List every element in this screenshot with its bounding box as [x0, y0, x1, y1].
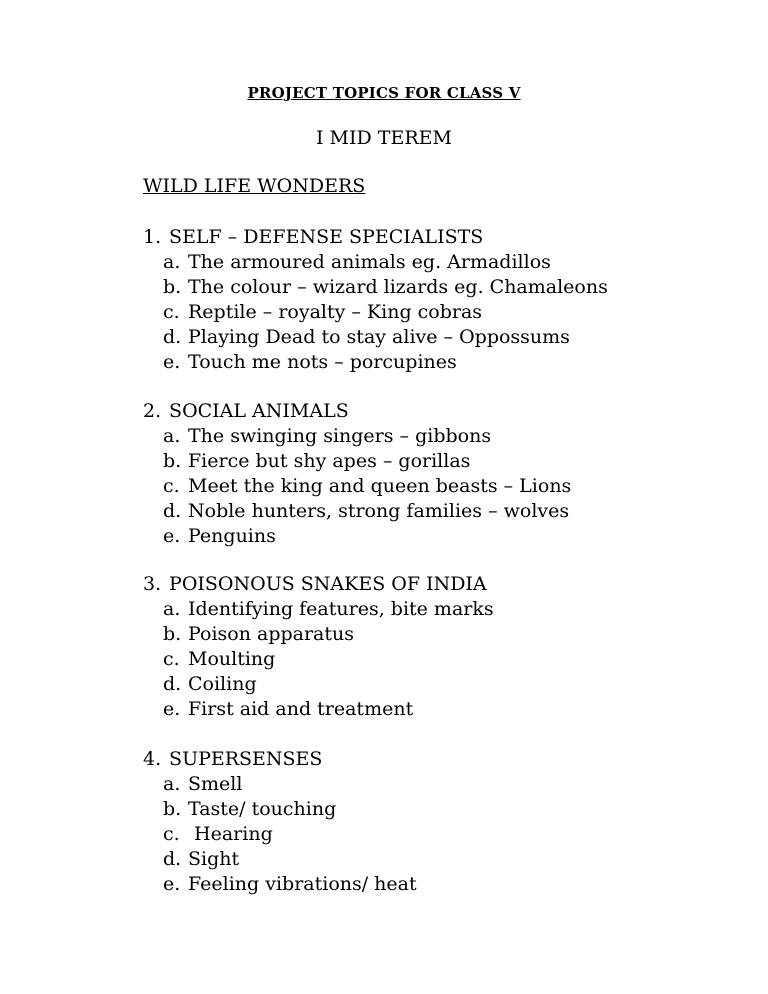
item-letter: d. [163, 500, 182, 522]
list-item [143, 449, 571, 474]
list-item [143, 499, 571, 524]
list-item [143, 275, 608, 300]
topic-number: 2. [143, 400, 162, 422]
topic-title [143, 225, 608, 250]
item-text: Taste/ touching [188, 798, 337, 820]
subtopic-list [143, 597, 494, 722]
list-item [143, 300, 608, 325]
topic-section-2 [143, 399, 571, 549]
document-subtitle: I MID TEREM [316, 127, 452, 149]
topic-title-text: SUPERSENSES [169, 748, 323, 770]
item-text: Penguins [188, 525, 276, 547]
item-text: The colour – wizard lizards eg. Chamaleons [188, 276, 608, 298]
subtopic-list [143, 772, 417, 897]
item-text: Meet the king and queen beasts – Lions [188, 475, 572, 497]
topic-number: 1. [143, 226, 162, 248]
item-text: Sight [188, 848, 240, 870]
list-item [143, 672, 494, 697]
item-text: The swinging singers – gibbons [188, 425, 492, 447]
list-item [143, 474, 571, 499]
item-letter: d. [163, 326, 182, 348]
list-item [143, 424, 571, 449]
item-text: Playing Dead to stay alive – Oppossums [188, 326, 570, 348]
item-text: Smell [188, 773, 243, 795]
topic-title [143, 572, 494, 597]
list-item [143, 847, 417, 872]
item-text: Moulting [188, 648, 276, 670]
item-letter: b. [163, 450, 182, 472]
item-text: Touch me nots – porcupines [188, 351, 457, 373]
list-item [143, 524, 571, 549]
item-letter: b. [163, 798, 182, 820]
subtopic-list [143, 250, 608, 375]
topic-title-text: POISONOUS SNAKES OF INDIA [169, 573, 487, 595]
document-title: PROJECT TOPICS FOR CLASS V [247, 84, 521, 102]
item-letter: b. [163, 623, 182, 645]
list-item [143, 325, 608, 350]
topic-number: 4. [143, 748, 162, 770]
item-letter: b. [163, 276, 182, 298]
list-item [143, 597, 494, 622]
topic-section-4 [143, 747, 417, 897]
list-item [143, 622, 494, 647]
topic-title-text: SELF – DEFENSE SPECIALISTS [169, 226, 484, 248]
list-item [143, 250, 608, 275]
item-text: The armoured animals eg. Armadillos [188, 251, 551, 273]
item-letter: d. [163, 848, 182, 870]
item-letter: a. [163, 773, 181, 795]
list-item [143, 797, 417, 822]
item-letter: a. [163, 598, 181, 620]
item-text: Identifying features, bite marks [188, 598, 494, 620]
list-item [143, 872, 417, 897]
topic-title-text: SOCIAL ANIMALS [169, 400, 349, 422]
item-letter: c. [163, 823, 180, 845]
item-letter: a. [163, 251, 181, 273]
topic-title [143, 399, 571, 424]
item-text: Hearing [188, 823, 273, 845]
item-text: First aid and treatment [188, 698, 414, 720]
item-text: Coiling [188, 673, 257, 695]
subtopic-list [143, 424, 571, 549]
item-letter: e. [163, 351, 181, 373]
list-item [143, 697, 494, 722]
item-text: Fierce but shy apes – gorillas [188, 450, 471, 472]
topic-section-1 [143, 225, 608, 375]
item-letter: c. [163, 648, 180, 670]
list-item [143, 647, 494, 672]
item-text: Feeling vibrations/ heat [188, 873, 417, 895]
item-letter: e. [163, 525, 181, 547]
list-item [143, 772, 417, 797]
topic-number: 3. [143, 573, 162, 595]
item-letter: e. [163, 873, 181, 895]
topic-title [143, 747, 417, 772]
item-text: Reptile – royalty – King cobras [188, 301, 483, 323]
list-item [143, 350, 608, 375]
item-text: Poison apparatus [188, 623, 355, 645]
item-letter: c. [163, 475, 180, 497]
item-text: Noble hunters, strong families – wolves [188, 500, 570, 522]
item-letter: e. [163, 698, 181, 720]
section-heading: WILD LIFE WONDERS [143, 175, 366, 197]
item-letter: c. [163, 301, 180, 323]
item-letter: d. [163, 673, 182, 695]
list-item [143, 822, 417, 847]
topic-section-3 [143, 572, 494, 722]
item-letter: a. [163, 425, 181, 447]
